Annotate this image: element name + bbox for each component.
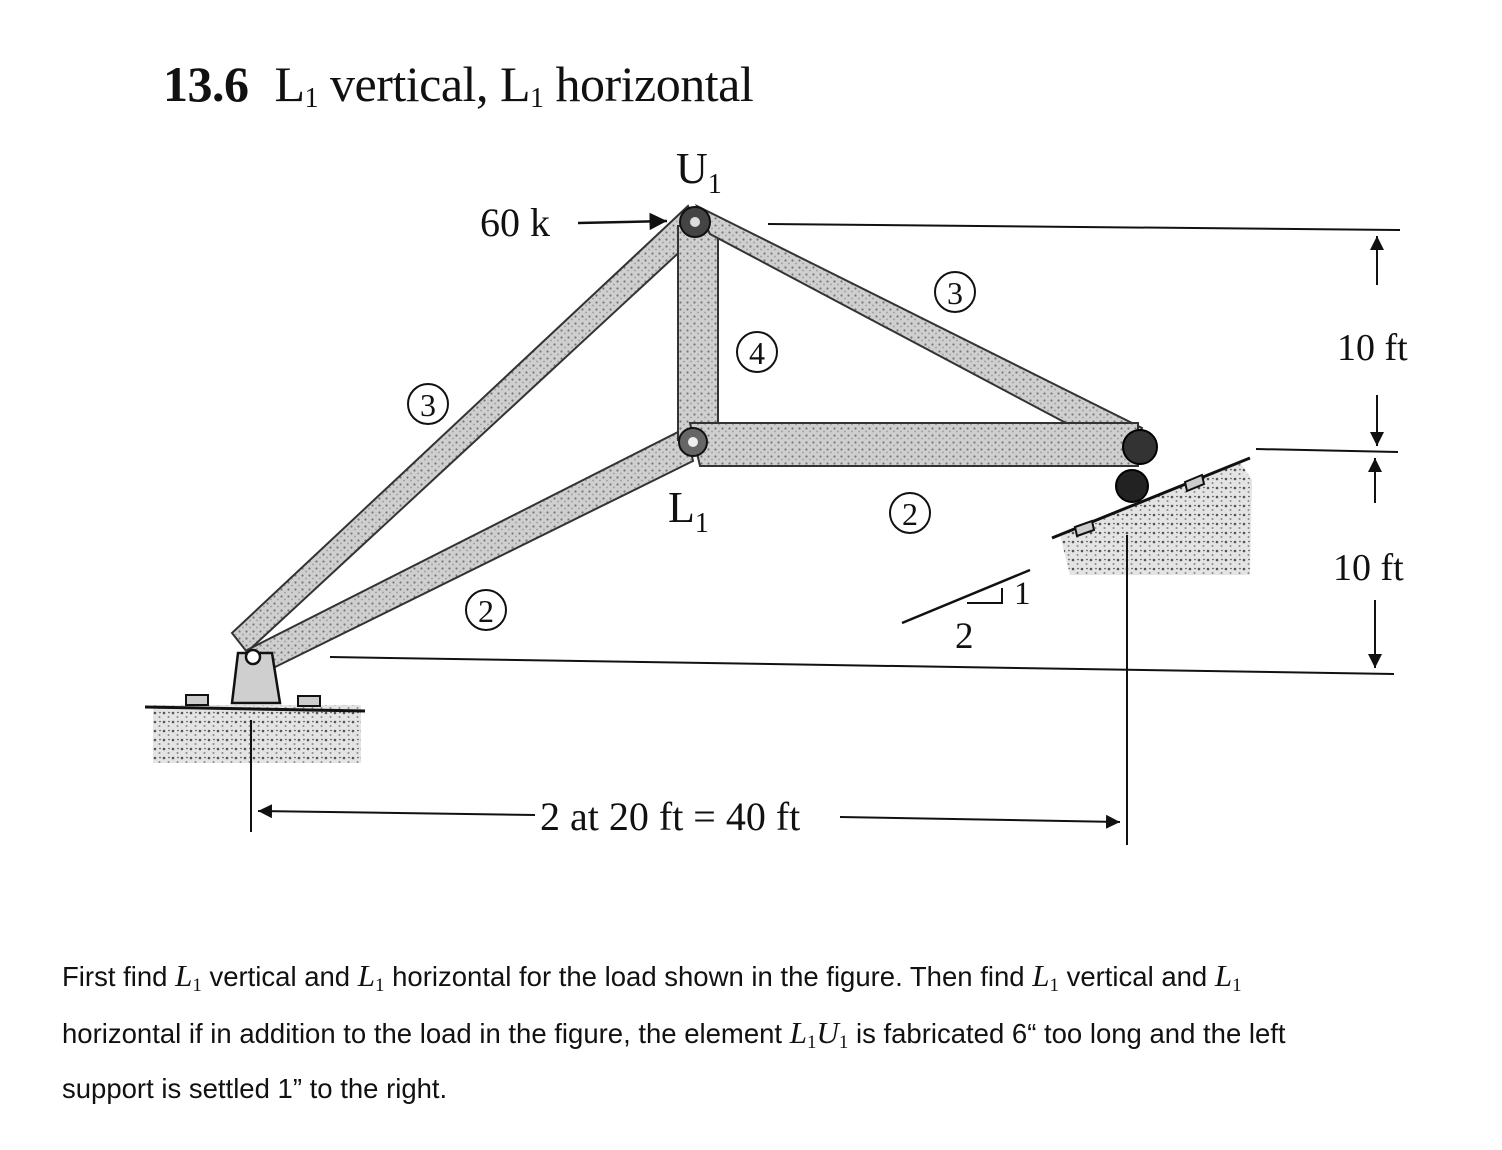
joint-label-l1: $L_1$	[668, 483, 709, 539]
text-run: vertical,	[318, 56, 500, 112]
text-run: horizontal for the load shown in the figure. Then find	[384, 961, 1033, 992]
slope-indicator	[902, 570, 1031, 657]
problem-statement	[62, 953, 1462, 1113]
slope-rise-label: 1	[1014, 576, 1031, 612]
text-run: horizontal if in addition to the load in the figure, the element	[62, 1017, 790, 1049]
problem-number: 13.6	[163, 56, 249, 112]
member-left-lower	[247, 428, 693, 674]
member-label-left-lower: 2	[478, 593, 494, 629]
math-variable: $L_1$	[789, 1014, 817, 1053]
problem-line	[62, 1066, 1462, 1113]
math-variable: $L_1$	[1032, 958, 1059, 996]
problem-line	[62, 1010, 1462, 1067]
left-pin-support	[145, 650, 365, 832]
dim-label-horizontal: 2 at 20 ft = 40 ft	[540, 794, 801, 839]
member-label-left-upper: 3	[420, 387, 436, 423]
member-left-upper	[232, 206, 700, 652]
member-right-upper	[697, 206, 1142, 457]
text-run: $L_1$	[274, 56, 319, 114]
member-label-vertical: 4	[749, 335, 765, 371]
math-variable: $L_1$	[175, 958, 202, 996]
text-run: is fabricated 6“ too long and the left	[848, 1017, 1286, 1049]
member-bottom-right	[690, 423, 1138, 466]
right-roller-support	[1052, 430, 1252, 845]
text-run: support is settled 1” to the right.	[62, 1073, 448, 1104]
text-run: vertical and	[1058, 961, 1215, 992]
dim-label-upper: 10 ft	[1337, 327, 1408, 369]
problem-line	[62, 953, 1462, 1010]
dim-label-lower: 10 ft	[1333, 547, 1404, 589]
member-label-bottom-right: 2	[902, 496, 918, 532]
math-variable: $U_1$	[816, 1014, 849, 1053]
load-label: 60 k	[480, 200, 550, 245]
math-variable: $L_1$	[357, 958, 385, 996]
member-vertical	[678, 226, 718, 440]
text-run: First find	[62, 961, 176, 992]
text-run: $L_1$	[499, 56, 544, 114]
text-run: vertical and	[201, 961, 358, 992]
truss-members	[232, 206, 1142, 674]
joint-label-u1: $U_1$	[676, 144, 722, 200]
slope-run-label: 2	[955, 616, 974, 657]
text-run: horizontal	[543, 56, 754, 112]
member-label-right-upper: 3	[947, 275, 963, 311]
math-variable: $L_1$	[1214, 958, 1242, 996]
